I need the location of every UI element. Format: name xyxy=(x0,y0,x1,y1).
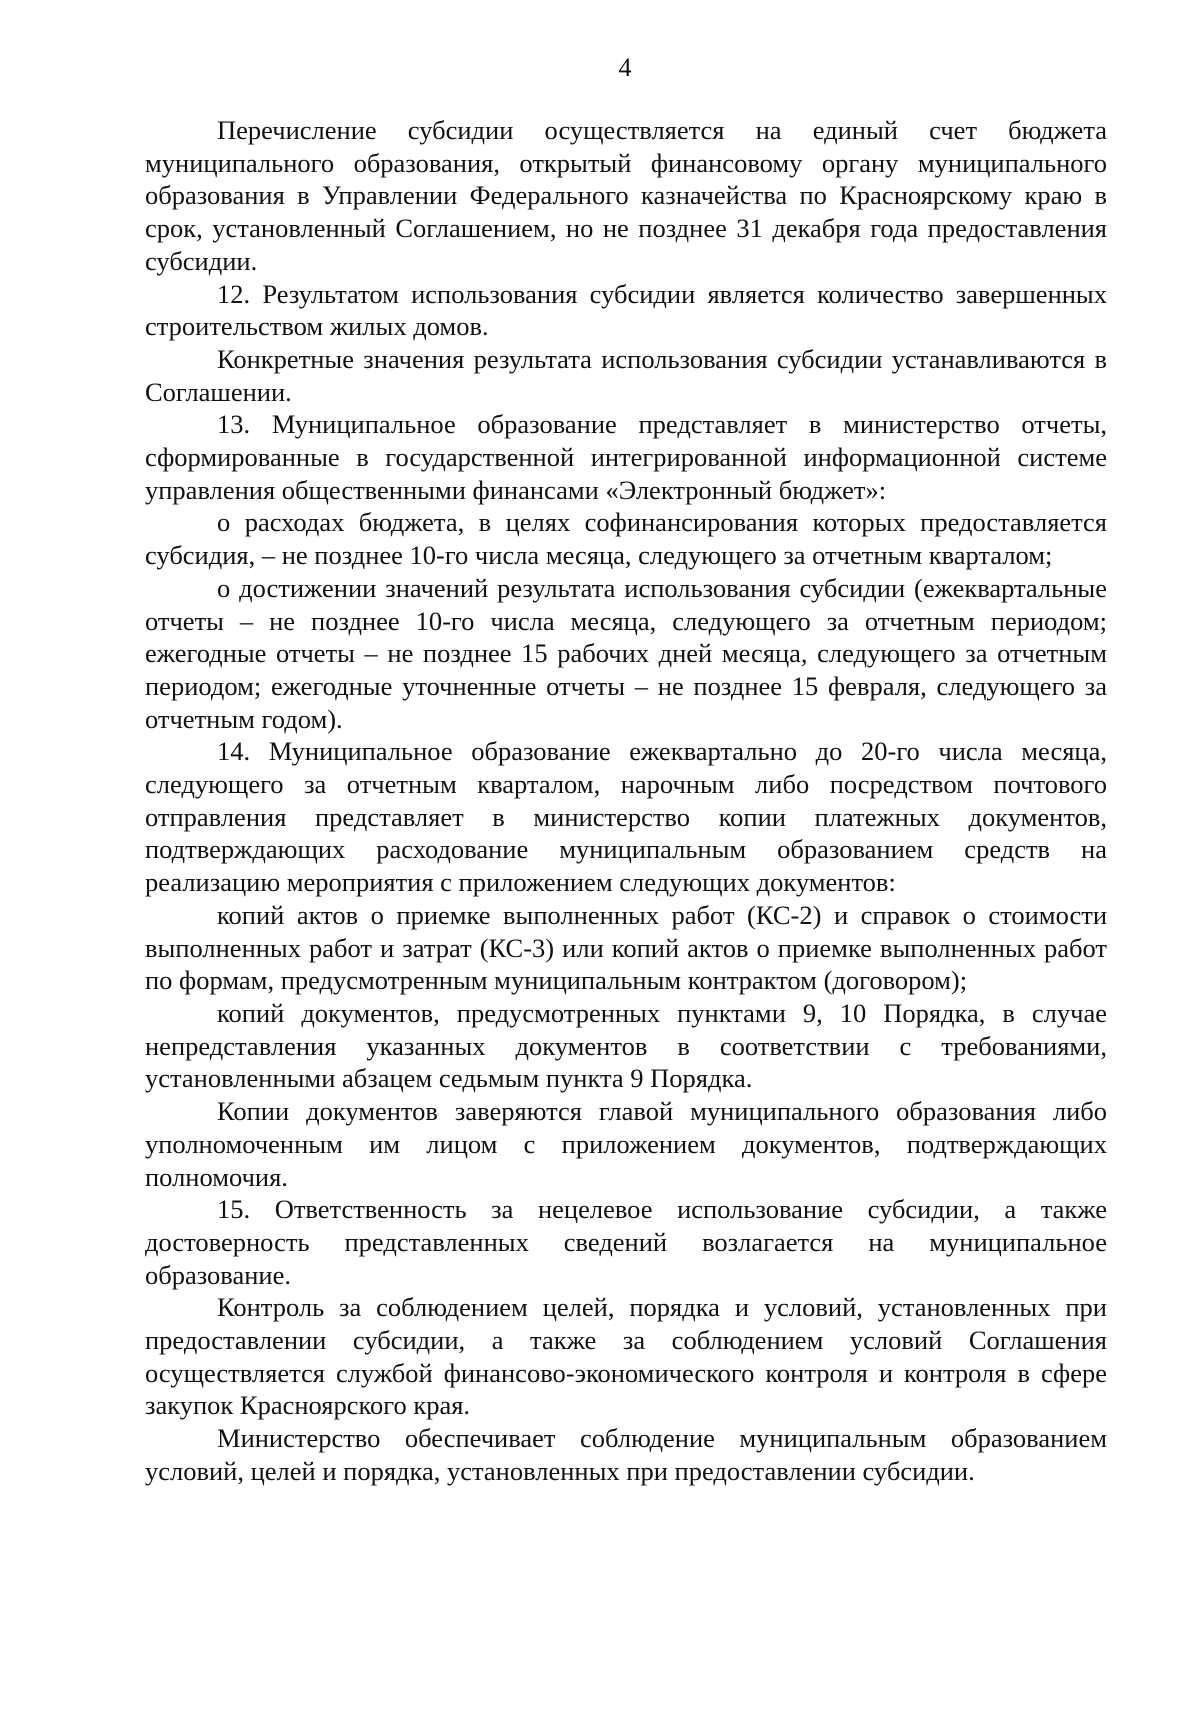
paragraph-achievement: о достижении значений результата использования субсидии (ежеквартальные отчеты – не позднее 10-го числа месяца, следующего за отчетным периодом; ежегодные отчеты – не позднее 15 рабочих дней месяца, следующего за отчетным периодом; ежегодные уточненные отчеты – не позднее 15 февраля, следующего за отчетным годом). xyxy=(145,572,1107,734)
paragraph-ministry: Министерство обеспечивает соблюдение муниципальным образованием условий, целей и порядка, установленных при предоставлении субсидии. xyxy=(145,1423,1107,1486)
paragraph-13-reports: 13. Муниципальное образование представляет в министерство отчеты, сформированные в государственной интегрированной информационной системе управления общественными финансами «Электронный бюджет»: xyxy=(145,409,1107,505)
document-body xyxy=(145,114,1107,1488)
paragraph-12-result: 12. Результатом использования субсидии является количество завершенных строительством жилых домов. xyxy=(145,278,1107,342)
paragraph-transfer: Перечисление субсидии осуществляется на единый счет бюджета муниципального образования, открытый финансовому органу муниципального образования в Управлении Федерального казначейства по Красноярскому краю в срок, установленный Соглашением, но не позднее 31 декабря года предоставления субсидии. xyxy=(145,115,1107,276)
paragraph-certification: Копии документов заверяются главой муниципального образования либо уполномоченным им лицом с приложением документов, подтверждающих полномочия. xyxy=(145,1096,1107,1192)
paragraph-15-responsibility: 15. Ответственность за нецелевое использование субсидии, а также достоверность представленных сведений возлагается на муниципальное образование. xyxy=(145,1194,1107,1290)
paragraph-14-payments: 14. Муниципальное образование ежеквартально до 20-го числа месяца, следующего за отчетным кварталом, нарочным либо посредством почтового отправления представляет в министерство копии платежных документов, подтверждающих расходование муниципальным образованием средств на реализацию мероприятия с приложением следующих документов: xyxy=(145,736,1107,898)
paragraph-control: Контроль за соблюдением целей, порядка и условий, установленных при предоставлении субсидии, а также за соблюдением условий Соглашения осуществляется службой финансово-экономического контроля и контроля в сфере закупок Красноярского края. xyxy=(145,1292,1107,1421)
page-number: 4 xyxy=(618,53,632,82)
paragraph-result-values: Конкретные значения результата использования субсидии устанавливаются в Соглашении. xyxy=(145,343,1107,407)
paragraph-budget-expenses: о расходах бюджета, в целях софинансирования которых предоставляется субсидия, – не позднее 10-го числа месяца, следующего за отчетным кварталом; xyxy=(145,507,1107,571)
paragraph-documents-copies: копий документов, предусмотренных пунктами 9, 10 Порядка, в случае непредставления указанных документов в соответствии с требованиями, установленными абзацем седьмым пункта 9 Порядка. xyxy=(145,997,1107,1094)
paragraph-acts-copies: копий актов о приемке выполненных работ (КС-2) и справок о стоимости выполненных работ и затрат (КС-3) или копий актов о приемке выполненных работ по формам, предусмотренным муниципальным контрактом (договором); xyxy=(145,899,1107,996)
